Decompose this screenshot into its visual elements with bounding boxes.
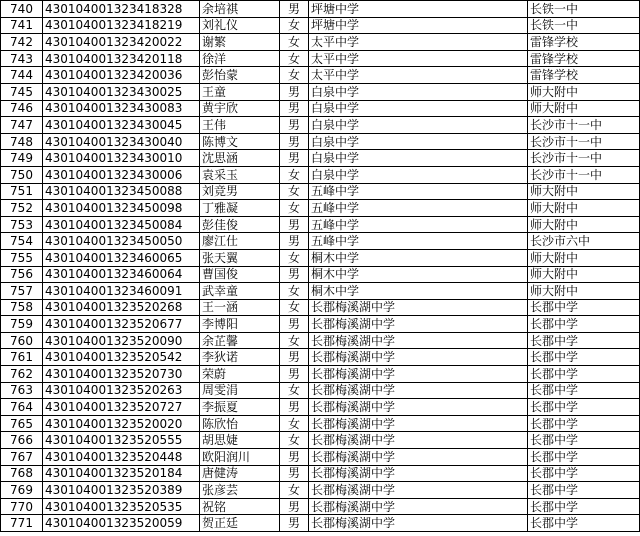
table-row <box>1 133 640 150</box>
table-row <box>1 100 640 117</box>
admitted-school: 长沙市十一中 <box>528 150 640 167</box>
admitted-school: 长郡中学 <box>528 465 640 482</box>
origin-school: 白泉中学 <box>309 83 528 100</box>
student-id: 430104001323460065 <box>43 249 200 266</box>
origin-school: 桐木中学 <box>309 266 528 283</box>
student-gender: 男 <box>280 266 309 283</box>
admitted-school: 师大附中 <box>528 200 640 217</box>
admitted-school: 长郡中学 <box>528 498 640 515</box>
table-row <box>1 332 640 349</box>
origin-school: 白泉中学 <box>309 117 528 134</box>
admitted-school: 长郡中学 <box>528 382 640 399</box>
student-gender: 男 <box>280 449 309 466</box>
student-gender: 女 <box>280 299 309 316</box>
student-name: 谢繁 <box>200 34 280 51</box>
admitted-school: 长郡中学 <box>528 515 640 532</box>
student-id: 430104001323520542 <box>43 349 200 366</box>
student-id: 430104001323520059 <box>43 515 200 532</box>
student-id: 430104001323420118 <box>43 50 200 67</box>
student-id: 430104001323430083 <box>43 100 200 117</box>
table-row <box>1 200 640 217</box>
origin-school: 五峰中学 <box>309 233 528 250</box>
admitted-school: 长沙市十一中 <box>528 166 640 183</box>
admitted-school: 雷锋学校 <box>528 67 640 84</box>
origin-school: 长郡梅溪湖中学 <box>309 316 528 333</box>
admitted-school: 长郡中学 <box>528 399 640 416</box>
row-number: 751 <box>1 183 43 200</box>
student-name: 丁雅凝 <box>200 200 280 217</box>
origin-school: 长郡梅溪湖中学 <box>309 399 528 416</box>
student-id: 430104001323450098 <box>43 200 200 217</box>
row-number: 763 <box>1 382 43 399</box>
origin-school: 白泉中学 <box>309 166 528 183</box>
row-number: 748 <box>1 133 43 150</box>
student-name: 唐健涛 <box>200 465 280 482</box>
student-id: 430104001323420022 <box>43 34 200 51</box>
table-row <box>1 316 640 333</box>
student-gender: 男 <box>280 399 309 416</box>
student-name: 王童 <box>200 83 280 100</box>
student-name: 曹国俊 <box>200 266 280 283</box>
student-name: 刘竞男 <box>200 183 280 200</box>
row-number: 761 <box>1 349 43 366</box>
table-row <box>1 266 640 283</box>
student-id: 430104001323520020 <box>43 415 200 432</box>
student-name: 贺正廷 <box>200 515 280 532</box>
origin-school: 长郡梅溪湖中学 <box>309 449 528 466</box>
student-gender: 男 <box>280 233 309 250</box>
student-gender: 女 <box>280 17 309 34</box>
student-gender: 女 <box>280 34 309 51</box>
student-id: 430104001323450084 <box>43 216 200 233</box>
row-number: 771 <box>1 515 43 532</box>
student-id: 430104001323430010 <box>43 150 200 167</box>
origin-school: 太平中学 <box>309 67 528 84</box>
student-id: 430104001323418328 <box>43 1 200 18</box>
origin-school: 坪塘中学 <box>309 17 528 34</box>
student-name: 李振夏 <box>200 399 280 416</box>
row-number: 758 <box>1 299 43 316</box>
row-number: 764 <box>1 399 43 416</box>
row-number: 762 <box>1 366 43 383</box>
student-name: 胡思婕 <box>200 432 280 449</box>
student-id: 430104001323430006 <box>43 166 200 183</box>
table-row <box>1 216 640 233</box>
student-gender: 男 <box>280 1 309 18</box>
table-row <box>1 117 640 134</box>
student-gender: 女 <box>280 200 309 217</box>
origin-school: 太平中学 <box>309 50 528 67</box>
admitted-school: 雷锋学校 <box>528 50 640 67</box>
admitted-school: 师大附中 <box>528 183 640 200</box>
origin-school: 五峰中学 <box>309 216 528 233</box>
table-row <box>1 465 640 482</box>
origin-school: 太平中学 <box>309 34 528 51</box>
student-gender: 男 <box>280 216 309 233</box>
student-gender: 男 <box>280 366 309 383</box>
table-row <box>1 482 640 499</box>
admitted-school: 师大附中 <box>528 283 640 300</box>
table-body <box>1 1 640 532</box>
student-name: 李博阳 <box>200 316 280 333</box>
student-gender: 男 <box>280 100 309 117</box>
student-name: 沈思涵 <box>200 150 280 167</box>
student-name: 刘礼仪 <box>200 17 280 34</box>
student-gender: 女 <box>280 332 309 349</box>
table-row <box>1 349 640 366</box>
table-row <box>1 382 640 399</box>
origin-school: 长郡梅溪湖中学 <box>309 498 528 515</box>
row-number: 749 <box>1 150 43 167</box>
student-id: 430104001323520090 <box>43 332 200 349</box>
origin-school: 长郡梅溪湖中学 <box>309 515 528 532</box>
row-number: 742 <box>1 34 43 51</box>
student-name: 祝铭 <box>200 498 280 515</box>
student-id: 430104001323520535 <box>43 498 200 515</box>
admitted-school: 长沙市十一中 <box>528 117 640 134</box>
student-gender: 女 <box>280 382 309 399</box>
row-number: 744 <box>1 67 43 84</box>
student-gender: 女 <box>280 166 309 183</box>
origin-school: 桐木中学 <box>309 283 528 300</box>
row-number: 757 <box>1 283 43 300</box>
origin-school: 长郡梅溪湖中学 <box>309 465 528 482</box>
student-gender: 男 <box>280 349 309 366</box>
student-gender: 男 <box>280 117 309 134</box>
table-row <box>1 366 640 383</box>
admitted-school: 雷锋学校 <box>528 34 640 51</box>
origin-school: 长郡梅溪湖中学 <box>309 332 528 349</box>
origin-school: 长郡梅溪湖中学 <box>309 432 528 449</box>
table-row <box>1 83 640 100</box>
student-gender: 女 <box>280 432 309 449</box>
row-number: 745 <box>1 83 43 100</box>
student-gender: 男 <box>280 498 309 515</box>
row-number: 754 <box>1 233 43 250</box>
student-gender: 女 <box>280 249 309 266</box>
student-id: 430104001323520727 <box>43 399 200 416</box>
table-row <box>1 299 640 316</box>
student-name: 彭佳俊 <box>200 216 280 233</box>
admitted-school: 长郡中学 <box>528 432 640 449</box>
table-row <box>1 449 640 466</box>
student-name: 廖江仕 <box>200 233 280 250</box>
student-id: 430104001323430025 <box>43 83 200 100</box>
student-name: 陈欣怡 <box>200 415 280 432</box>
student-id: 430104001323450050 <box>43 233 200 250</box>
row-number: 740 <box>1 1 43 18</box>
table-row <box>1 249 640 266</box>
student-id: 430104001323520263 <box>43 382 200 399</box>
student-name: 欧阳润川 <box>200 449 280 466</box>
student-name: 王伟 <box>200 117 280 134</box>
student-gender: 女 <box>280 183 309 200</box>
table-row <box>1 50 640 67</box>
table-row <box>1 515 640 532</box>
table-row <box>1 183 640 200</box>
origin-school: 长郡梅溪湖中学 <box>309 299 528 316</box>
student-name: 王一涵 <box>200 299 280 316</box>
student-id: 430104001323520448 <box>43 449 200 466</box>
admitted-school: 长郡中学 <box>528 415 640 432</box>
student-gender: 男 <box>280 316 309 333</box>
origin-school: 白泉中学 <box>309 100 528 117</box>
admitted-school: 师大附中 <box>528 100 640 117</box>
table-row <box>1 399 640 416</box>
student-name: 黄宇欣 <box>200 100 280 117</box>
admitted-school: 长郡中学 <box>528 366 640 383</box>
table-row <box>1 1 640 18</box>
row-number: 767 <box>1 449 43 466</box>
student-gender: 女 <box>280 482 309 499</box>
student-id: 430104001323460091 <box>43 283 200 300</box>
student-name: 彭怡蒙 <box>200 67 280 84</box>
student-id: 430104001323430045 <box>43 117 200 134</box>
admitted-school: 长沙市六中 <box>528 233 640 250</box>
student-name: 武幸童 <box>200 283 280 300</box>
row-number: 746 <box>1 100 43 117</box>
table-row <box>1 67 640 84</box>
student-name: 荣蔚 <box>200 366 280 383</box>
row-number: 770 <box>1 498 43 515</box>
admitted-school: 长郡中学 <box>528 482 640 499</box>
admitted-school: 长沙市十一中 <box>528 133 640 150</box>
student-id: 430104001323418219 <box>43 17 200 34</box>
row-number: 752 <box>1 200 43 217</box>
table-row <box>1 17 640 34</box>
table-row <box>1 498 640 515</box>
student-id: 430104001323450088 <box>43 183 200 200</box>
student-name: 张彦芸 <box>200 482 280 499</box>
student-gender: 女 <box>280 283 309 300</box>
table-row <box>1 283 640 300</box>
row-number: 769 <box>1 482 43 499</box>
admitted-school: 长郡中学 <box>528 299 640 316</box>
student-id: 430104001323520555 <box>43 432 200 449</box>
student-name: 陈博文 <box>200 133 280 150</box>
row-number: 753 <box>1 216 43 233</box>
origin-school: 白泉中学 <box>309 150 528 167</box>
origin-school: 长郡梅溪湖中学 <box>309 482 528 499</box>
origin-school: 长郡梅溪湖中学 <box>309 366 528 383</box>
student-gender: 男 <box>280 150 309 167</box>
student-id: 430104001323430040 <box>43 133 200 150</box>
student-gender: 男 <box>280 83 309 100</box>
student-gender: 男 <box>280 133 309 150</box>
row-number: 741 <box>1 17 43 34</box>
origin-school: 白泉中学 <box>309 133 528 150</box>
row-number: 747 <box>1 117 43 134</box>
origin-school: 长郡梅溪湖中学 <box>309 349 528 366</box>
row-number: 756 <box>1 266 43 283</box>
row-number: 743 <box>1 50 43 67</box>
table-row <box>1 415 640 432</box>
origin-school: 长郡梅溪湖中学 <box>309 382 528 399</box>
origin-school: 桐木中学 <box>309 249 528 266</box>
student-gender: 女 <box>280 415 309 432</box>
origin-school: 坪塘中学 <box>309 1 528 18</box>
student-id: 430104001323520389 <box>43 482 200 499</box>
origin-school: 长郡梅溪湖中学 <box>309 415 528 432</box>
student-id: 430104001323420036 <box>43 67 200 84</box>
student-name: 余培祺 <box>200 1 280 18</box>
student-name: 张天翼 <box>200 249 280 266</box>
row-number: 759 <box>1 316 43 333</box>
table-row <box>1 233 640 250</box>
student-id: 430104001323520677 <box>43 316 200 333</box>
admitted-school: 长铁一中 <box>528 1 640 18</box>
student-gender: 男 <box>280 465 309 482</box>
admitted-school: 长郡中学 <box>528 449 640 466</box>
student-name: 李狄诺 <box>200 349 280 366</box>
student-name: 周雯涓 <box>200 382 280 399</box>
row-number: 765 <box>1 415 43 432</box>
student-gender: 男 <box>280 515 309 532</box>
admitted-school: 长铁一中 <box>528 17 640 34</box>
admitted-school: 师大附中 <box>528 266 640 283</box>
origin-school: 五峰中学 <box>309 200 528 217</box>
student-id: 430104001323520184 <box>43 465 200 482</box>
admitted-school: 长郡中学 <box>528 316 640 333</box>
row-number: 755 <box>1 249 43 266</box>
admitted-school: 师大附中 <box>528 216 640 233</box>
admitted-school: 长郡中学 <box>528 349 640 366</box>
student-id: 430104001323520268 <box>43 299 200 316</box>
origin-school: 五峰中学 <box>309 183 528 200</box>
student-name: 徐洋 <box>200 50 280 67</box>
student-gender: 女 <box>280 50 309 67</box>
student-id: 430104001323520730 <box>43 366 200 383</box>
student-id: 430104001323460064 <box>43 266 200 283</box>
table-row <box>1 150 640 167</box>
student-gender: 女 <box>280 67 309 84</box>
row-number: 760 <box>1 332 43 349</box>
student-name: 袁采玉 <box>200 166 280 183</box>
admitted-school: 长郡中学 <box>528 332 640 349</box>
table-row <box>1 166 640 183</box>
row-number: 750 <box>1 166 43 183</box>
table-row <box>1 432 640 449</box>
row-number: 766 <box>1 432 43 449</box>
admitted-school: 师大附中 <box>528 249 640 266</box>
row-number: 768 <box>1 465 43 482</box>
admitted-school: 师大附中 <box>528 83 640 100</box>
table-row <box>1 34 640 51</box>
student-name: 余芷馨 <box>200 332 280 349</box>
